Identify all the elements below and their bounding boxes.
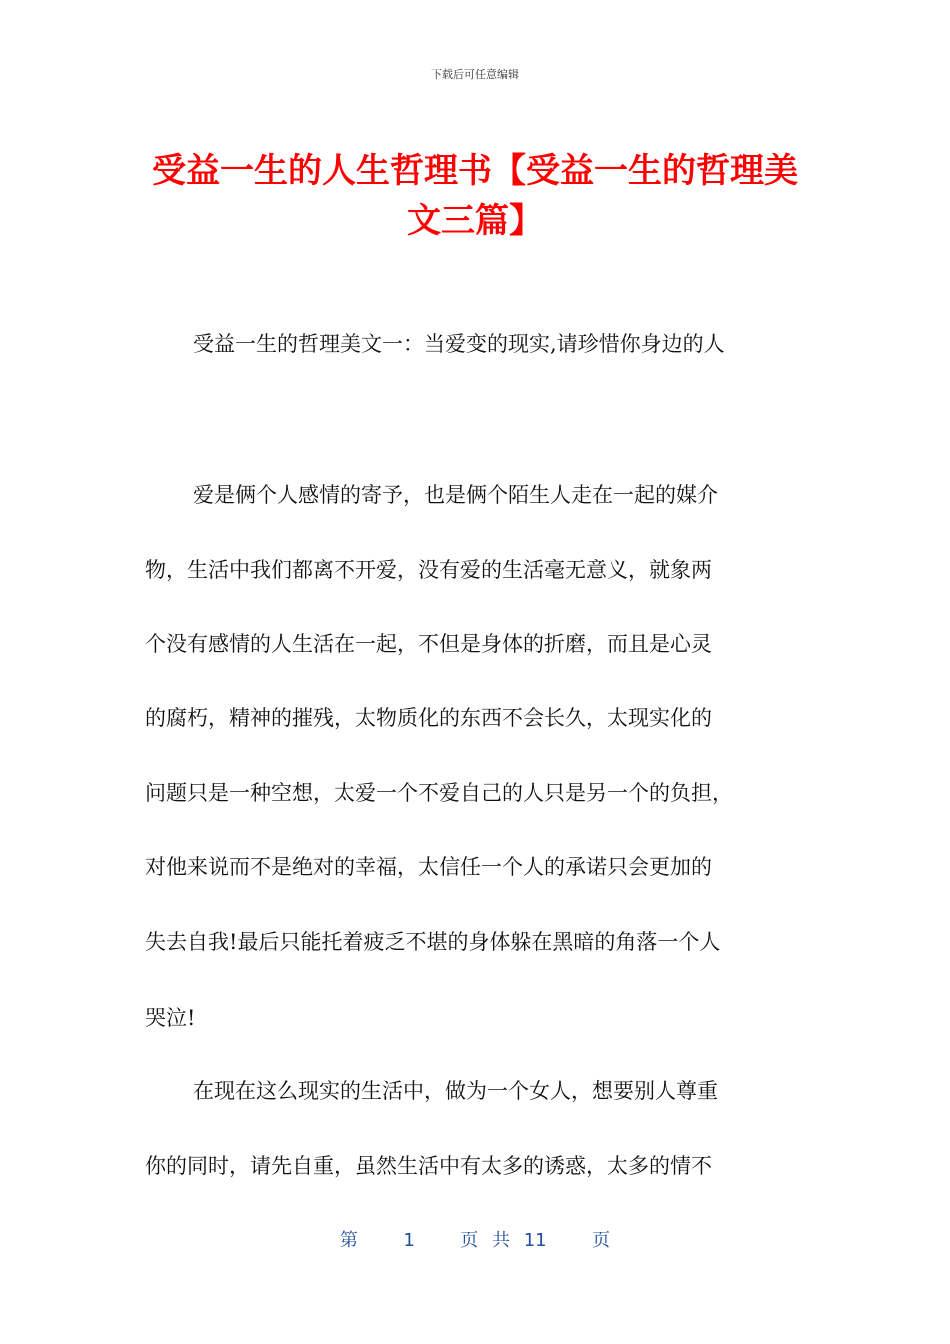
paragraph-line: 对他来说而不是绝对的幸福，太信任一个人的承诺只会更加的	[145, 855, 712, 879]
header-note: 下载后可任意编辑	[431, 68, 519, 81]
paragraph-line: 失去自我!最后只能托着疲乏不堪的身体躲在黑暗的角落一个人	[145, 930, 721, 954]
paragraph-line: 问题只是一种空想，太爱一个不爱自己的人只是另一个的负担，	[145, 781, 733, 805]
paragraph-line: 物，生活中我们都离不开爱，没有爱的生活毫无意义，就象两	[145, 558, 712, 582]
paragraph-line: 在现在这么现实的生活中，做为一个女人，想要别人尊重	[193, 1079, 718, 1103]
paragraph-line: 的腐朽，精神的摧残，太物质化的东西不会长久，太现实化的	[145, 706, 712, 730]
paragraph-line: 哭泣!	[145, 1006, 196, 1030]
paragraph-line: 爱是俩个人感情的寄予，也是俩个陌生人走在一起的媒介	[193, 483, 718, 507]
page-footer	[0, 1226, 950, 1252]
paragraph-line: 个没有感情的人生活在一起，不但是身体的折磨，而且是心灵	[145, 632, 712, 656]
footer-total-pages: 11	[523, 1230, 547, 1251]
footer-current-page: 1	[403, 1230, 415, 1251]
document-title-line-2: 文三篇】	[407, 201, 543, 241]
footer-prefix: 第	[339, 1230, 358, 1251]
section-subtitle: 受益一生的哲理美文一：当爱变的现实,请珍惜你身边的人	[193, 332, 725, 356]
footer-suffix: 页	[592, 1230, 611, 1251]
paragraph-line: 你的同时，请先自重，虽然生活中有太多的诱惑，太多的情不	[145, 1154, 712, 1178]
footer-middle: 页 共	[460, 1230, 510, 1251]
document-title-line-1: 受益一生的人生哲理书【受益一生的哲理美	[152, 151, 798, 191]
